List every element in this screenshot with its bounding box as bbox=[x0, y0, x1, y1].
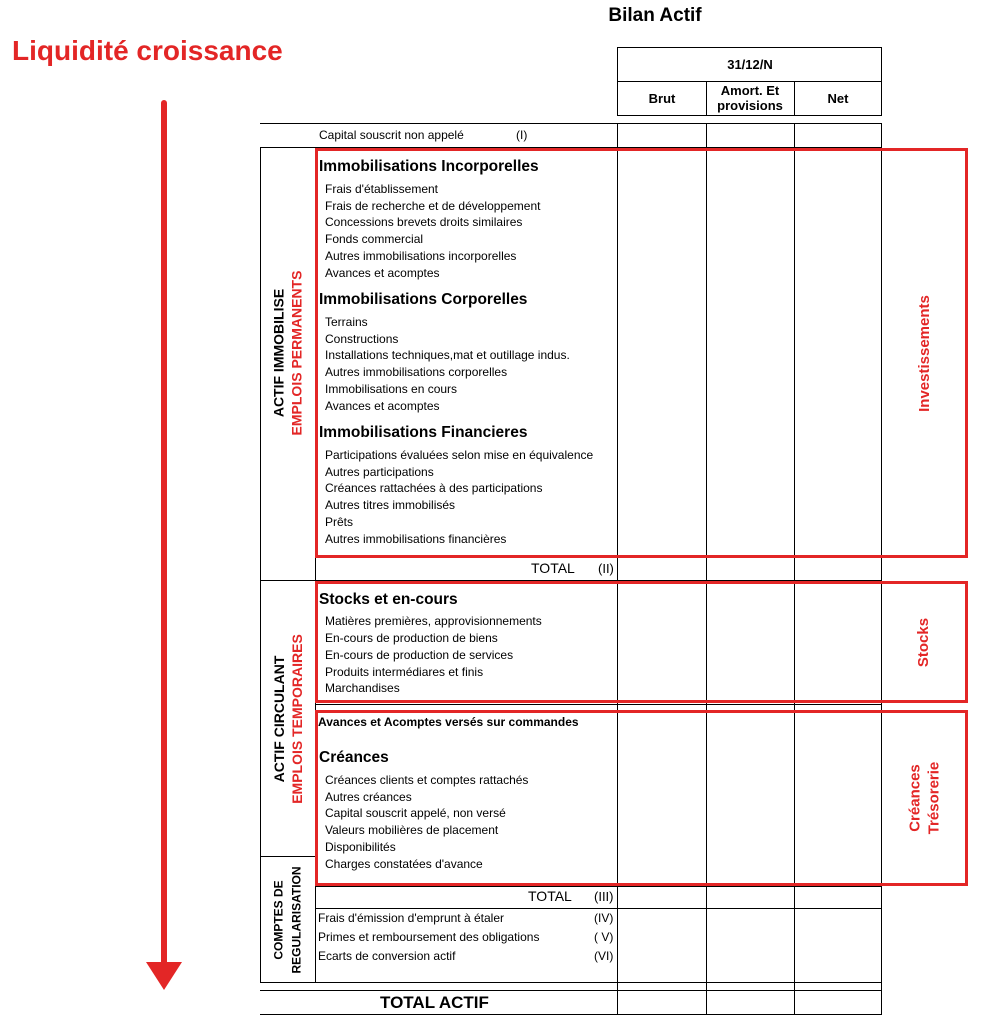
investissements-text: Investissements bbox=[915, 294, 933, 412]
liquidity-label: Liquidité croissance bbox=[12, 35, 283, 66]
comptes-text-line2: REGULARISATION bbox=[289, 865, 304, 974]
list-item: Fonds commercial bbox=[325, 232, 424, 246]
stocks-label bbox=[882, 584, 966, 700]
list-item: Frais de recherche et de développement bbox=[325, 199, 541, 213]
list-item: Créances rattachées à des participations bbox=[325, 481, 543, 495]
capital-row-label: Capital souscrit non appelé bbox=[319, 128, 464, 142]
list-item: Avances et acomptes bbox=[325, 266, 440, 280]
list-item: Prêts bbox=[325, 515, 354, 529]
list-item: Terrains bbox=[325, 315, 368, 329]
creances-box bbox=[315, 710, 968, 886]
stocks-bottom-line bbox=[315, 704, 882, 705]
list-item: Avances et acomptes bbox=[325, 399, 440, 413]
creances-tresorerie-label bbox=[882, 713, 966, 883]
capital-row-num: (I) bbox=[516, 128, 528, 142]
total-ii-num: (II) bbox=[598, 561, 614, 576]
list-item: Autres immobilisations financières bbox=[325, 532, 507, 546]
total-actif-label: TOTAL ACTIF bbox=[380, 993, 489, 1012]
regul-row-num: ( V) bbox=[594, 930, 614, 944]
creances-heading: Créances bbox=[319, 749, 389, 766]
total-actif-bottom-line bbox=[260, 1014, 882, 1015]
total-iii-num: (III) bbox=[594, 889, 614, 904]
stocks-box bbox=[315, 581, 968, 703]
list-item: Marchandises bbox=[325, 681, 400, 695]
list-item: Autres participations bbox=[325, 465, 434, 479]
list-item: Créances clients et comptes rattachés bbox=[325, 773, 529, 787]
stocks-heading: Stocks et en-cours bbox=[319, 591, 458, 608]
list-item: Produits intermédiares et finis bbox=[325, 665, 484, 679]
page-title: Bilan Actif bbox=[608, 5, 702, 26]
total-iii-top-line bbox=[315, 886, 882, 887]
header-amort-line1: Amort. Et bbox=[720, 83, 780, 98]
comptes-text-line1: COMPTES DE bbox=[271, 879, 286, 960]
list-item: Capital souscrit appelé, non versé bbox=[325, 806, 506, 820]
tresorerie-text: Trésorerie bbox=[924, 761, 942, 835]
regul-row-label: Ecarts de conversion actif bbox=[318, 949, 456, 963]
list-item: Matières premières, approvisionnements bbox=[325, 614, 542, 628]
stocks-text: Stocks bbox=[915, 617, 933, 667]
table-top-line bbox=[260, 123, 882, 124]
regul-bottom-line bbox=[260, 982, 882, 983]
actif-immobilise-text: ACTIF IMMOBILISE bbox=[270, 288, 287, 417]
list-item: En-cours de production de services bbox=[325, 648, 514, 662]
header-brut: Brut bbox=[648, 91, 676, 106]
list-item: Installations techniques,mat et outillage indus. bbox=[325, 348, 570, 362]
list-item: Constructions bbox=[325, 332, 399, 346]
header-amort bbox=[706, 83, 794, 113]
liquidity-arrow-shaft bbox=[161, 100, 167, 970]
corporelles-heading: Immobilisations Corporelles bbox=[319, 291, 528, 308]
investissements-box bbox=[315, 148, 968, 558]
emplois-temporaires-text: EMPLOIS TEMPORAIRES bbox=[288, 633, 305, 804]
creances-text: Créances bbox=[905, 764, 923, 832]
regul-row-label: Primes et remboursement des obligations bbox=[318, 930, 540, 944]
list-item: Valeurs mobilières de placement bbox=[325, 823, 499, 837]
header-date: 31/12/N bbox=[727, 57, 773, 72]
regul-row-num: (IV) bbox=[594, 911, 614, 925]
investissements-label bbox=[882, 150, 966, 556]
comptes-regularisation-label bbox=[260, 857, 315, 982]
list-item: En-cours de production de biens bbox=[325, 631, 498, 645]
total-actif-top-line bbox=[260, 990, 882, 991]
financieres-heading: Immobilisations Financieres bbox=[319, 424, 528, 441]
header-net: Net bbox=[827, 91, 849, 106]
avances-row-label: Avances et Acomptes versés sur commandes bbox=[318, 715, 579, 729]
regul-row-num: (VI) bbox=[594, 949, 614, 963]
header-mid-line bbox=[618, 81, 882, 82]
header-amort-line2: provisions bbox=[717, 98, 783, 113]
list-item: Charges constatées d'avance bbox=[325, 857, 483, 871]
list-item: Immobilisations en cours bbox=[325, 382, 458, 396]
list-item: Frais d'établissement bbox=[325, 182, 439, 196]
header-bottom-line bbox=[618, 115, 882, 116]
incorporelles-heading: Immobilisations Incorporelles bbox=[319, 158, 539, 175]
list-item: Participations évaluées selon mise en équivalence bbox=[325, 448, 594, 462]
list-item: Autres immobilisations corporelles bbox=[325, 365, 508, 379]
list-item: Concessions brevets droits similaires bbox=[325, 215, 523, 229]
regul-row-label: Frais d'émission d'emprunt à étaler bbox=[318, 911, 504, 925]
total-iii-label: TOTAL bbox=[528, 888, 572, 904]
actif-circulant-label bbox=[260, 581, 315, 856]
list-item: Autres titres immobilisés bbox=[325, 498, 456, 512]
list-item: Disponibilités bbox=[325, 840, 396, 854]
total-ii-label: TOTAL bbox=[531, 560, 575, 576]
list-item: Autres immobilisations incorporelles bbox=[325, 249, 517, 263]
list-item: Autres créances bbox=[325, 790, 412, 804]
arrow-down-icon bbox=[146, 962, 182, 990]
actif-circulant-text: ACTIF CIRCULANT bbox=[270, 655, 287, 782]
actif-immobilise-label bbox=[260, 148, 315, 557]
emplois-permanents-text: EMPLOIS PERMANENTS bbox=[288, 270, 305, 435]
header-top-line bbox=[618, 47, 882, 48]
total-iii-bottom-line bbox=[315, 908, 882, 909]
